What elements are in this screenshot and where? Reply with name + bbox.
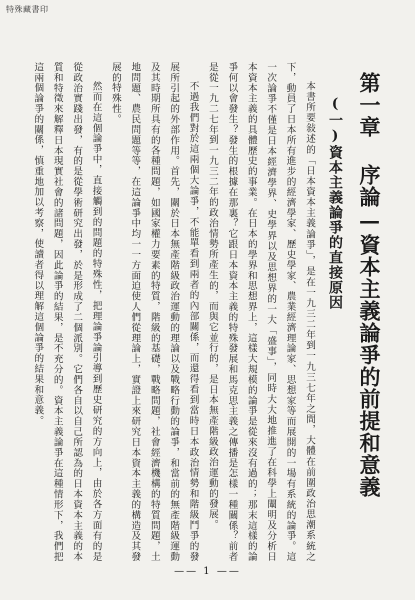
paragraph: 不過我們對於這兩個大論爭，不能單看到兩者的內部關係，而還得看到當時日本政治情勢和階級鬥爭的發展所引起的外部作用。首先，關於日本無產階級政治運動的理論以及戰略行動的論爭，和當前的無產階級運動及其時期所具有的各種問題，如國家權力要素的特質，階級的基礎，戰略問題，社會經濟機構的特質問題，土地問題、農民問題等等，在這論爭中均一一方面迫使人們從理論上，實證上來研究日本資本主義的構造及其發展的特殊性。 [109, 62, 199, 562]
body-text [29, 62, 319, 562]
paragraph: 本書所要敍述的「日本資本主義論爭」，是在一九三二年到一九三七年之間，大體在前圍政治思潮系統之下，動員了日本所有進步的經濟學家、歷史學家、農業經濟理論家、思想家等而展開的一場有系統的論爭。這一次論爭不僅是日本經濟學界、史學界以及思想界的一大「盛事」，同時大大地推進了在科學上闡明及分析日本資本主義的具體歷史的事業。在日本的學界和思想界上，這樣大規模的論爭是從來沒有過的；那末這樣的論爭何以會發生？發生的根據在那裏？它跟日本資本主義的特殊發展和馬克思主義之傳播是怎樣一種關係？前者是從一九二七年到一九三二年的政治情勢所產生的，而與它並行的，是日本無產階級政治運動的發展。 [206, 62, 315, 562]
section-title: (一)資本主義論爭的直接原因 [327, 96, 343, 310]
chapter-title: 第一章 序論—資本主義論爭的前提和意義 [357, 72, 382, 498]
library-stamp: 特殊藏書印 [6, 5, 49, 14]
page-number: —— 1 —— [174, 566, 241, 577]
paragraph: 然而在這個論爭中，直接觸到的問題的特殊性，把理論爭論引導到歷史研究的方向上，由於各方面有的是從政治實踐出發，有的是從學術研究出發，於是形成了二個派別。它們各自以自己所認為的日本資本主義的本質和特徵來解釋日本現實社會的諸問題，因此論爭的結果，是不充分的。資本主義論爭在這種情形下，我們把這兩個論爭的關係，慎重地加以考察，使讀者得以理解這個論爭的結果和意義。 [32, 62, 102, 562]
